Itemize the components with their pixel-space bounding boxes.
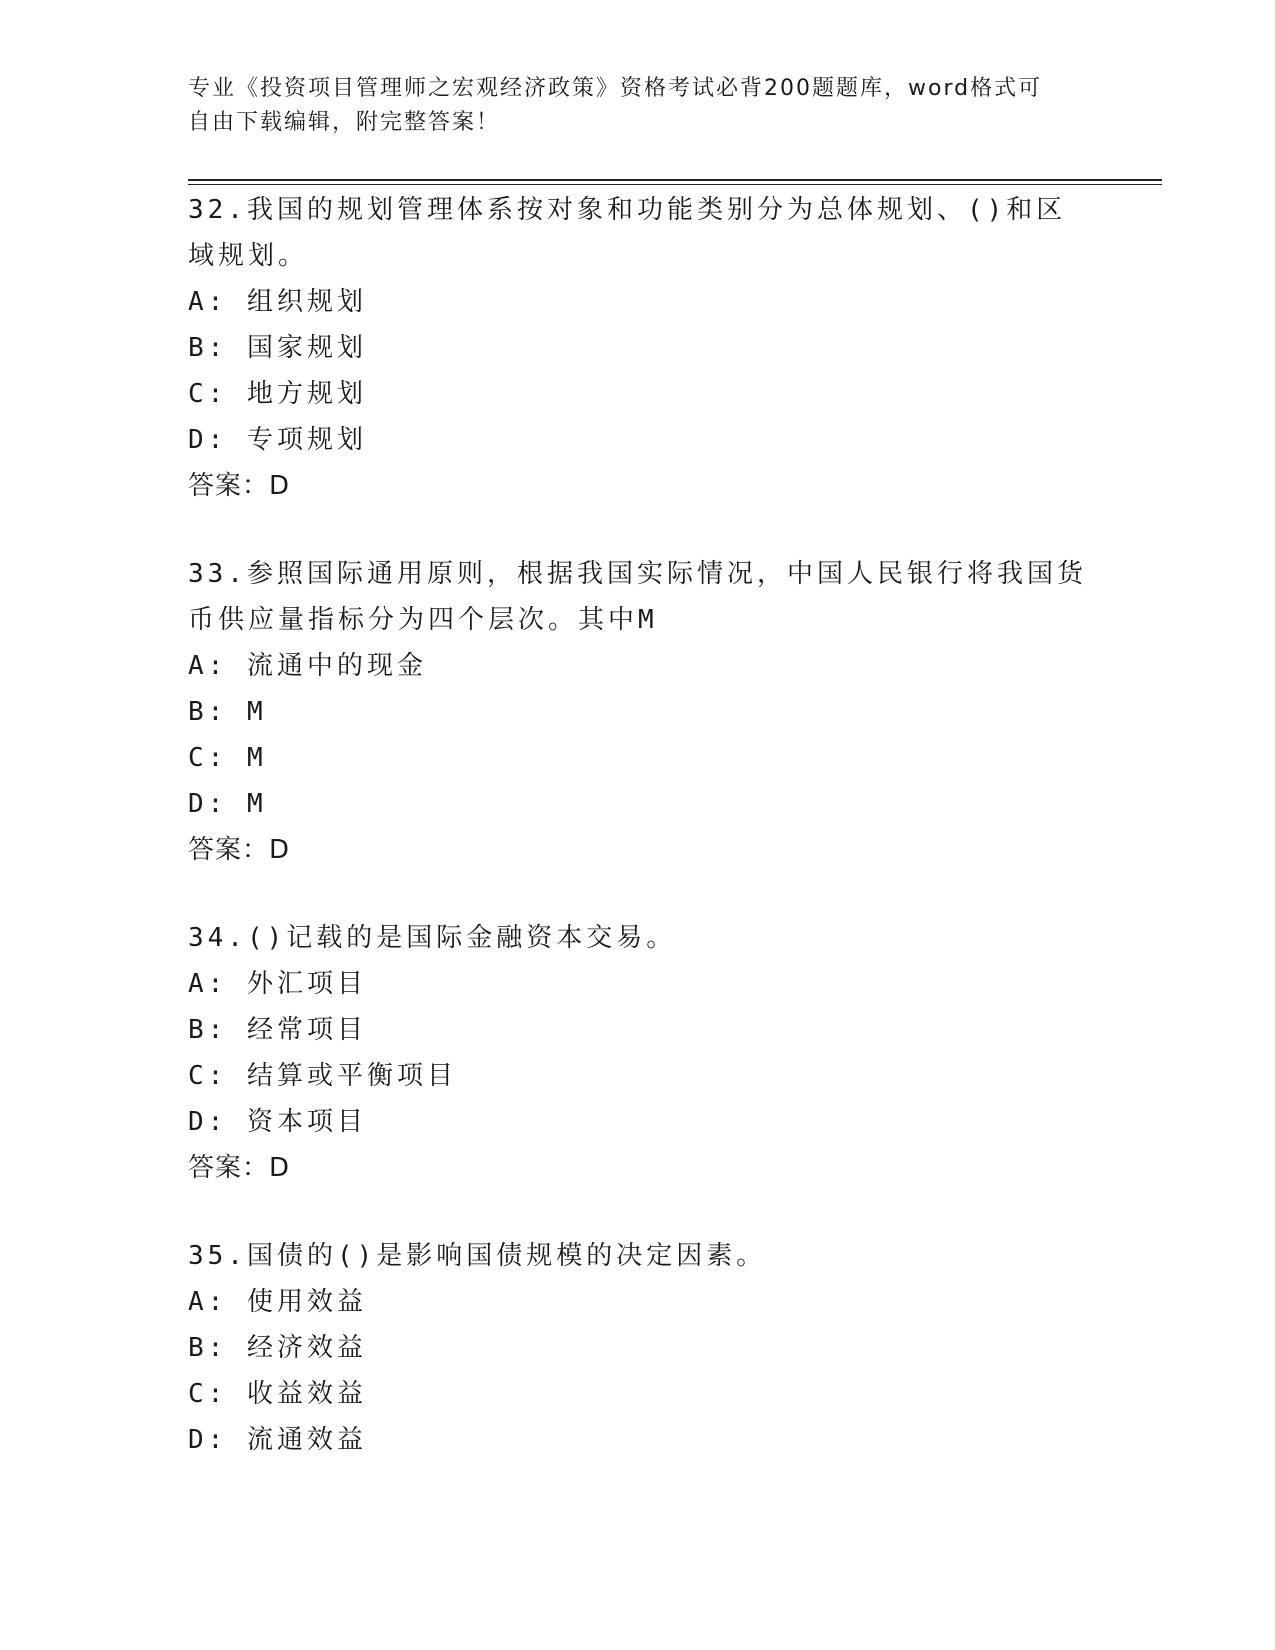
header-line-2: 自由下载编辑，附完整答案！	[188, 110, 501, 135]
option-a: A: 外汇项目	[188, 969, 367, 999]
answer-label: 答案：D	[188, 1153, 291, 1183]
question-stem: 33.参照国际通用原则，根据我国实际情况，中国人民银行将我国货币供应量指标分为四个层次。其中M	[188, 559, 1087, 635]
header-rule-bottom	[188, 184, 1162, 185]
header-line-1: 专业《投资项目管理师之宏观经济政策》资格考试必背200题题库，word格式可	[188, 76, 1043, 101]
option-a: A: 组织规划	[188, 287, 367, 317]
option-b: B: 国家规划	[188, 333, 367, 363]
answer-label: 答案：D	[188, 471, 291, 501]
option-c: C: 地方规划	[188, 379, 367, 409]
question-33	[188, 551, 1088, 873]
option-c: C: M	[188, 743, 267, 773]
option-a: A: 使用效益	[188, 1287, 367, 1317]
option-d: D: 专项规划	[188, 425, 367, 455]
question-stem: 32.我国的规划管理体系按对象和功能类别分为总体规划、()和区域规划。	[188, 195, 1067, 271]
option-c: C: 结算或平衡项目	[188, 1061, 457, 1091]
option-c: C: 收益效益	[188, 1379, 367, 1409]
document-header	[188, 72, 1088, 140]
option-d: D: 资本项目	[188, 1107, 367, 1137]
option-d: D: M	[188, 789, 267, 819]
header-rule-top	[188, 179, 1162, 181]
question-34	[188, 915, 1088, 1191]
option-d: D: 流通效益	[188, 1425, 367, 1455]
option-a: A: 流通中的现金	[188, 651, 427, 681]
question-stem: 34.()记载的是国际金融资本交易。	[188, 923, 677, 953]
answer-label: 答案：D	[188, 835, 291, 865]
question-35	[188, 1233, 1088, 1463]
question-list	[188, 187, 1088, 1505]
question-32	[188, 187, 1088, 509]
question-stem: 35.国债的()是影响国债规模的决定因素。	[188, 1241, 767, 1271]
option-b: B: 经常项目	[188, 1015, 367, 1045]
option-b: B: M	[188, 697, 267, 727]
option-b: B: 经济效益	[188, 1333, 367, 1363]
